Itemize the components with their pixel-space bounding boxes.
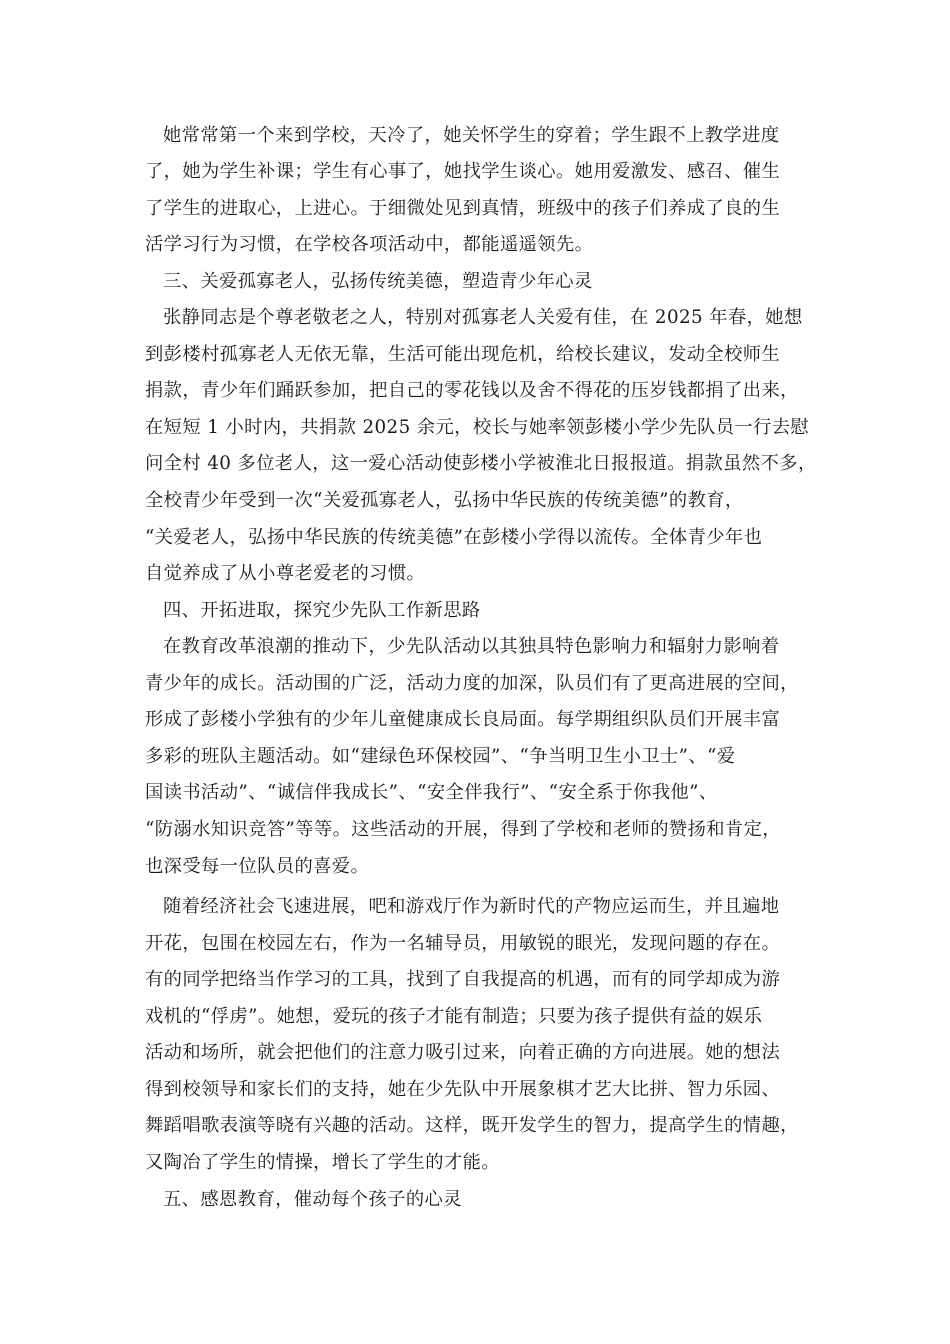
paragraph-line: 了学生的进取心，上进心。于细微处见到真情，班级中的孩子们养成了良的生 <box>145 198 781 219</box>
paragraph-line: 戏机的“俘虏”。她想，爱玩的孩子才能有制造；只要为孩子提供有益的娱乐 <box>145 1006 763 1027</box>
paragraph-line: “防溺水知识竞答”等等。这些活动的开展，得到了学校和老师的赞扬和肯定， <box>145 819 781 840</box>
paragraph-line: 了，她为学生补课；学生有心事了，她找学生谈心。她用爱激发、感召、催生 <box>145 161 781 182</box>
paragraph-line: 自觉养成了从小尊老爱老的习惯。 <box>145 563 426 584</box>
paragraph-line: 又陶冶了学生的情操，增长了学生的才能。 <box>145 1152 500 1173</box>
paragraph-line: 得到校领导和家长们的支持，她在少先队中开展象棋才艺大比拼、智力乐园、 <box>145 1079 781 1100</box>
paragraph-line: “关爱老人，弘扬中华民族的传统美德”在彭楼小学得以流传。全体青少年也 <box>145 527 763 548</box>
paragraph-line: 活动和场所，就会把他们的注意力吸引过来，向着正确的方向进展。她的想法 <box>145 1042 781 1063</box>
paragraph-line: 捐款，青少年们踊跃参加，把自己的零花钱以及舍不得花的压岁钱都捐了出来， <box>145 380 799 401</box>
paragraph-line: 全校青少年受到一次“关爱孤寡老人，弘扬中华民族的传统美德”的教育， <box>145 490 744 511</box>
paragraph-line: 舞蹈唱歌表演等晓有兴趣的活动。这样，既开发学生的智力，提高学生的情趣， <box>145 1115 799 1136</box>
paragraph-line: 有的同学把络当作学习的工具，找到了自我提高的机遇，而有的同学却成为游 <box>145 969 781 990</box>
paragraph-line: 青少年的成长。活动围的广泛，活动力度的加深，队员们有了更高进展的空间， <box>145 673 799 694</box>
paragraph-line: 在教育改革浪潮的推动下，少先队活动以其独具特色影响力和辐射力影响着 <box>163 636 780 657</box>
paragraph-line: 随着经济社会飞速进展，吧和游戏厅作为新时代的产物应运而生，并且遍地 <box>163 896 780 917</box>
paragraph-line: 到彭楼村孤寡老人无依无靠，生活可能出现危机，给校长建议，发动全校师生 <box>145 344 781 365</box>
section-heading: 四、开拓进取，探究少先队工作新思路 <box>163 600 481 621</box>
paragraph-line: 国读书活动”、“诚信伴我成长”、“安全伴我行”、“安全系于你我他”、 <box>145 782 718 803</box>
paragraph-line: 形成了彭楼小学独有的少年儿童健康成长良局面。每学期组织队员们开展丰富 <box>145 709 781 730</box>
section-heading: 三、关爱孤寡老人，弘扬传统美德，塑造青少年心灵 <box>163 271 593 292</box>
paragraph-line: 张静同志是个尊老敬老之人，特别对孤寡老人关爱有佳，在 2025 年春，她想 <box>163 307 803 328</box>
section-heading: 五、感恩教育，催动每个孩子的心灵 <box>163 1189 462 1210</box>
paragraph-line: 她常常第一个来到学校，天冷了，她关怀学生的穿着；学生跟不上教学进度 <box>163 125 780 146</box>
paragraph-line: 也深受每一位队员的喜爱。 <box>145 856 370 877</box>
paragraph-line: 开花，包围在校园左右，作为一名辅导员，用敏锐的眼光，发现问题的存在。 <box>145 933 781 954</box>
paragraph-line: 在短短 1 小时内，共捐款 2025 余元，校长与她率领彭楼小学少先队员一行去慰 <box>145 417 810 438</box>
paragraph-line: 问全村 40 多位老人，这一爱心活动使彭楼小学被淮北日报报道。捐款虽然不多， <box>145 453 817 474</box>
paragraph-line: 活学习行为习惯，在学校各项活动中，都能遥遥领先。 <box>145 234 594 255</box>
paragraph-line: 多彩的班队主题活动。如“建绿色环保校园”、“争当明卫生小卫士”、“爱 <box>145 746 736 767</box>
